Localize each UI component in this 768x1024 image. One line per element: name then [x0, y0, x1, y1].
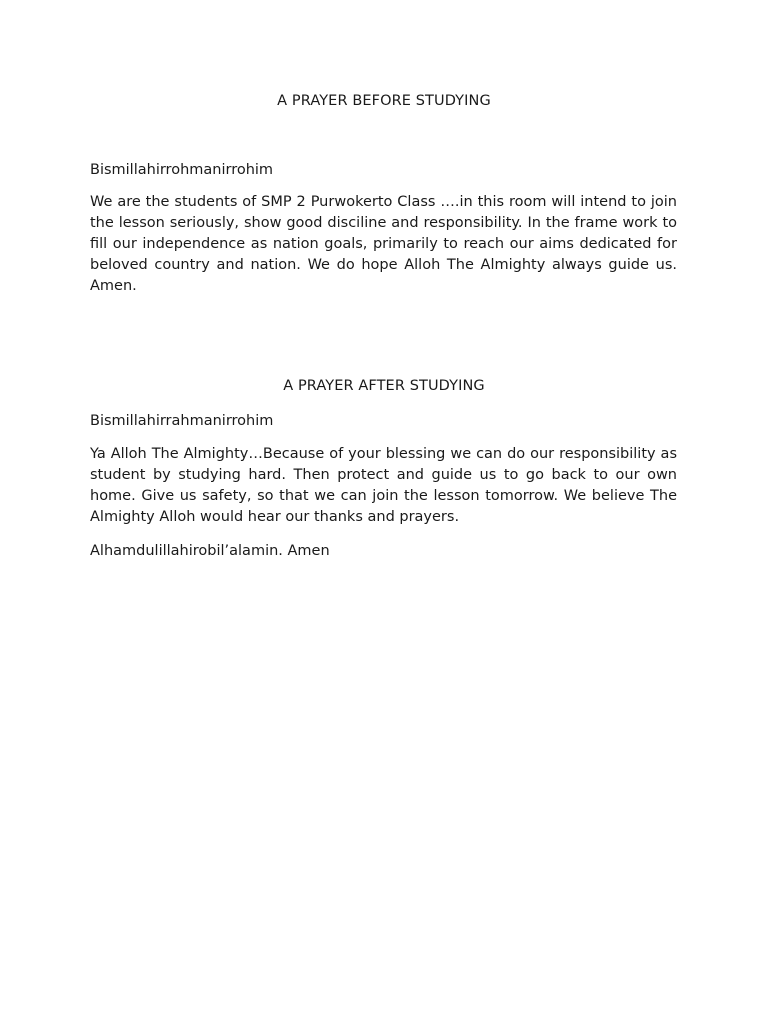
prayer-before-title: A PRAYER BEFORE STUDYING	[277, 93, 491, 109]
prayer-after-body: Ya Alloh The Almighty…Because of your blessing we can do our responsibility as student by studying hard. Then protect and guide us to go back to our own home. Give us safety, so that we can join the lesson tomorrow. We believe The Almighty Alloh would hear our thanks and prayers.	[90, 446, 677, 525]
prayer-after-closing: Alhamdulillahirobil’alamin. Amen	[90, 543, 330, 559]
prayer-after-opening: Bismillahirrahmanirrohim	[90, 413, 274, 429]
prayer-after-title: A PRAYER AFTER STUDYING	[283, 378, 485, 394]
prayer-before-body: We are the students of SMP 2 Purwokerto Class ….in this room will intend to join the lesson seriously, show good disciline and responsibility. In the frame work to fill our independence as nation goals, primarily to reach our aims dedicated for beloved country and nation. We do hope Alloh The Almighty always guide us. Amen.	[90, 194, 677, 294]
prayer-before-opening: Bismillahirrohmanirrohim	[90, 162, 274, 178]
